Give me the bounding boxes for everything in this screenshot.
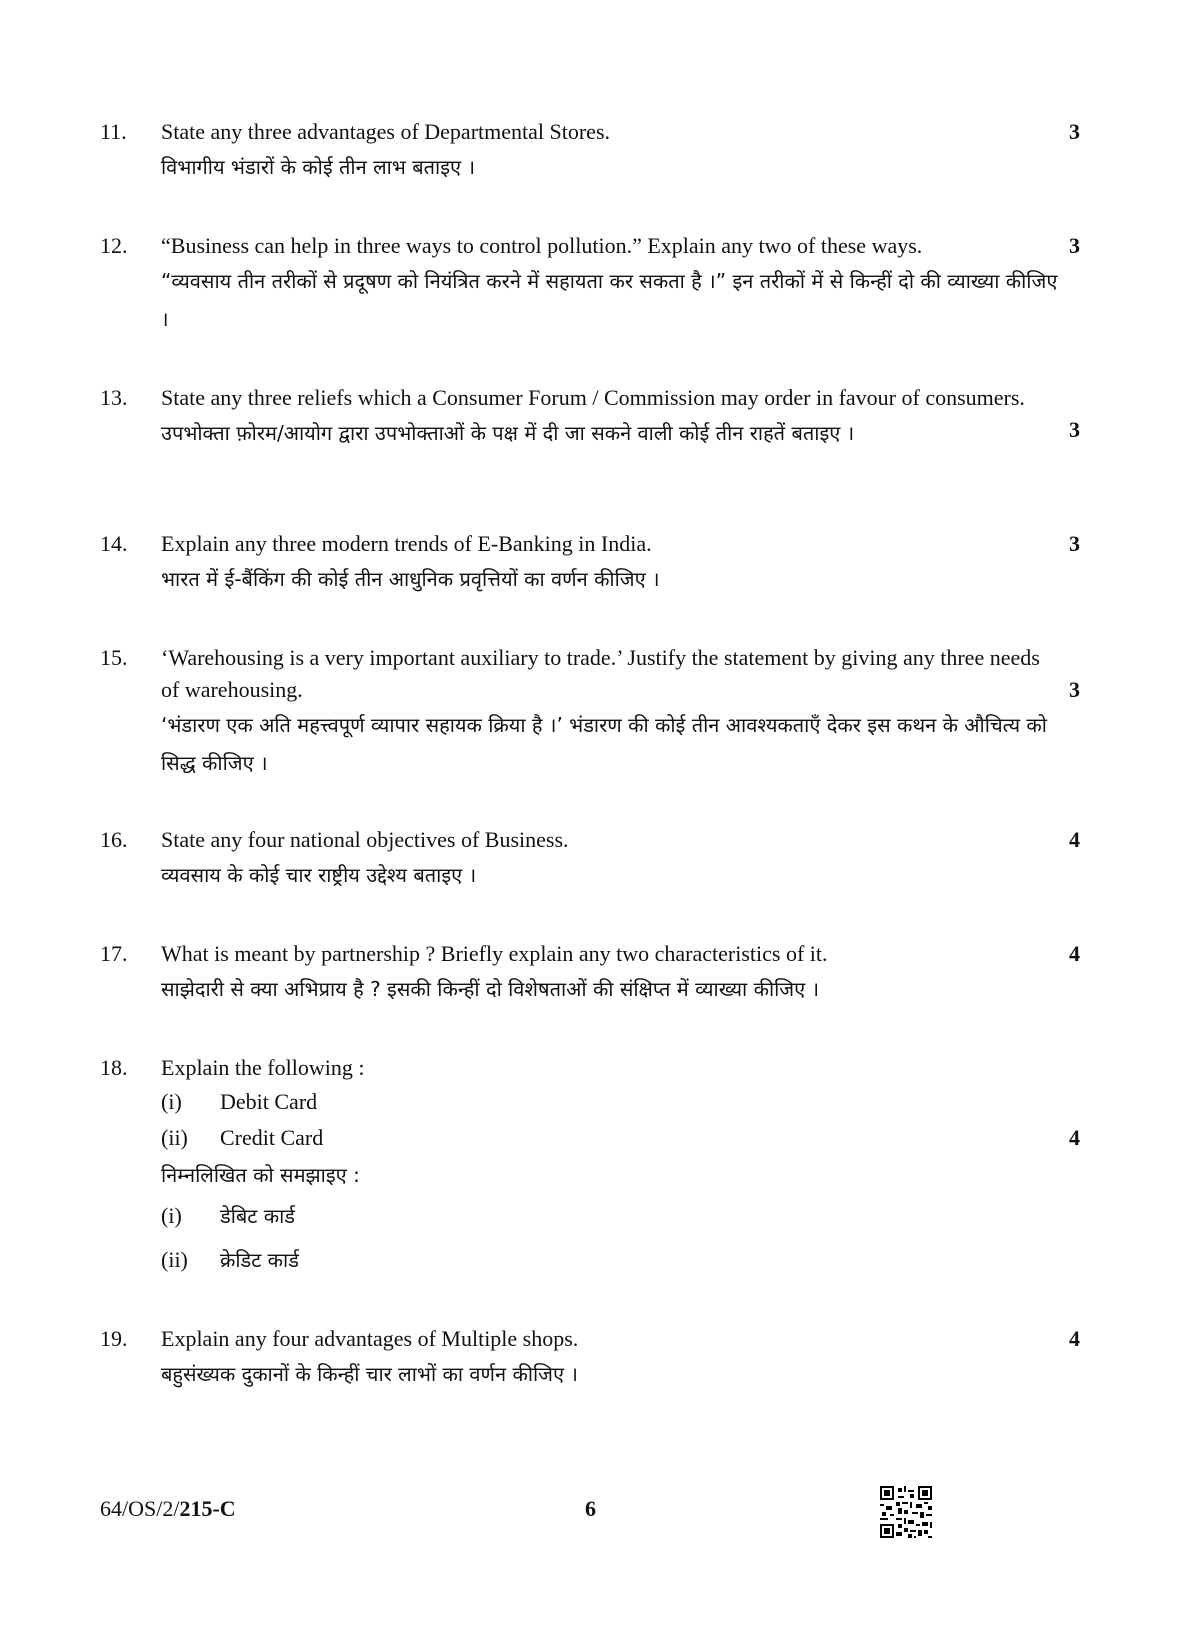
question-marks: 3 (1069, 677, 1080, 702)
question-number: 19. (100, 1326, 128, 1351)
question-number: 15. (100, 645, 128, 670)
question-number: 11. (100, 119, 127, 144)
question-text-en: State any three reliefs which a Consumer Forum / Commission may order in favour of consumers. (161, 385, 1025, 410)
sub-item-label: Debit Card (220, 1089, 318, 1114)
sub-item-numeral: (i) (161, 1203, 182, 1228)
question-text-hi: “व्यवसाय तीन तरीकों से प्रदूषण को नियंत्रित करने में सहायता कर सकता है ।” इन तरीकों में से किन्हीं दो की व्याख्या कीजिए । (161, 269, 1058, 331)
question-text-en: Explain any four advantages of Multiple shops. (161, 1326, 579, 1351)
question-marks: 3 (1069, 233, 1080, 258)
question-marks: 3 (1069, 531, 1080, 556)
question-text-en: What is meant by partnership ? Briefly explain any two characteristics of it. (161, 941, 828, 966)
question-marks: 3 (1069, 119, 1080, 144)
sub-item-numeral: (ii) (161, 1247, 188, 1272)
question-text-en: State any three advantages of Departmental Stores. (161, 119, 611, 144)
paper-code-prefix: 64/OS/2/ (100, 1496, 180, 1521)
question-number: 14. (100, 531, 128, 556)
question-text-hi: विभागीय भंडारों के कोई तीन लाभ बताइए । (161, 155, 476, 179)
question-number: 16. (100, 827, 128, 852)
question-text-hi: साझेदारी से क्या अभिप्राय है ? इसकी किन्हीं दो विशेषताओं की संक्षिप्त में व्याख्या कीजिए । (161, 977, 820, 1001)
sub-item-label: क्रेडिट कार्ड (220, 1248, 299, 1272)
page-number: 6 (585, 1496, 596, 1521)
question-text-hi: ‘भंडारण एक अति महत्त्वपूर्ण व्यापार सहायक क्रिया है ।’ भंडारण की कोई तीन आवश्यकताएँ देकर इस कथन के औचित्य को सिद्ध कीजिए । (161, 713, 1047, 775)
question-marks: 4 (1069, 1326, 1080, 1351)
sub-item-hi-1 (161, 1194, 1061, 1238)
paper-code-bold: 215-C (179, 1496, 236, 1521)
question-text-en: Explain the following : (161, 1055, 365, 1080)
question-text-hi: उपभोक्ता फ़ोरम/आयोग द्वारा उपभोक्ताओं के पक्ष में दी जा सकने वाली कोई तीन राहतें बताइए । (161, 421, 855, 445)
question-text-en: Explain any three modern trends of E-Banking in India. (161, 531, 652, 556)
sub-item-label: Credit Card (220, 1125, 324, 1150)
question-marks: 3 (1069, 417, 1080, 442)
sub-item-hi-2 (161, 1238, 1061, 1282)
question-text-hi: भारत में ई-बैंकिंग की कोई तीन आधुनिक प्रवृत्तियों का वर्णन कीजिए । (161, 567, 660, 591)
question-marks: 4 (1069, 827, 1080, 852)
question-text-hi: व्यवसाय के कोई चार राष्ट्रीय उद्देश्य बताइए । (161, 863, 477, 887)
sub-item-label: डेबिट कार्ड (220, 1204, 295, 1228)
question-number: 13. (100, 385, 128, 410)
sub-item-en-1 (161, 1084, 1061, 1120)
question-number: 12. (100, 233, 128, 258)
question-text-hi: निम्नलिखित को समझाइए : (161, 1163, 360, 1187)
question-text-en: “Business can help in three ways to control pollution.” Explain any two of these ways. (161, 233, 923, 258)
question-number: 17. (100, 941, 128, 966)
question-text-en: ‘Warehousing is a very important auxiliary to trade.’ Justify the statement by giving any three needs of warehousing. (161, 645, 1040, 702)
question-marks: 4 (1069, 941, 1080, 966)
sub-item-numeral: (i) (161, 1089, 182, 1114)
question-number: 18. (100, 1055, 128, 1080)
sub-item-numeral: (ii) (161, 1125, 188, 1150)
question-marks: 4 (1069, 1125, 1080, 1150)
question-text-hi: बहुसंख्यक दुकानों के किन्हीं चार लाभों का वर्णन कीजिए । (161, 1362, 579, 1386)
paper-code (100, 1494, 236, 1524)
question-text-en: State any four national objectives of Business. (161, 827, 569, 852)
sub-item-en-2 (161, 1120, 1061, 1156)
qr-code-icon (880, 1486, 932, 1538)
